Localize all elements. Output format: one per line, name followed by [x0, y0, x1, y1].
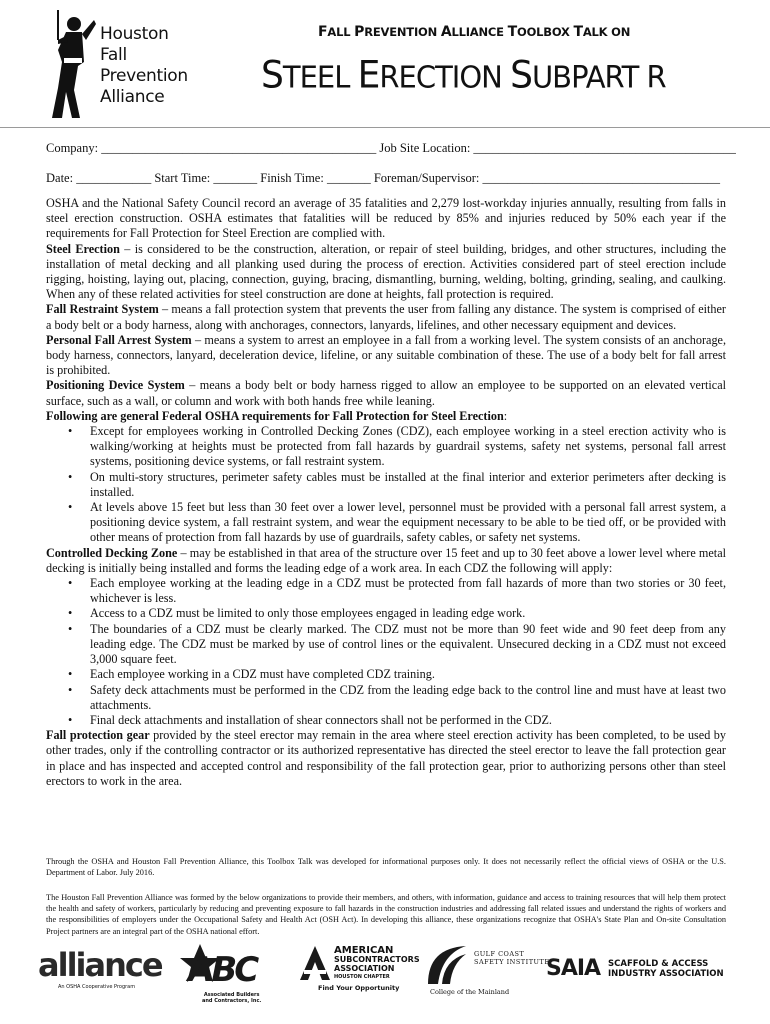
- list-item: • Final deck attachments and installation of shear connectors shall not be performed in the CDZ.: [46, 713, 726, 728]
- federal-requirements-heading: Following are general Federal OSHA requirements for Fall Protection for Steel Erection:: [46, 408, 508, 423]
- asa-emblem-icon: [298, 944, 332, 982]
- page-title: STEEL ERECTION SUBPART R: [261, 54, 666, 98]
- definition-text: – may be established in that area of the structure over 15 feet and up to 30 feet above a lower level where metal decking is initially being installed and forms the leading edge of a work area. In each CDZ the following will apply:: [46, 545, 726, 575]
- list-item: • Safety deck attachments must be performed in the CDZ from the leading edge back to the control line and must have at least two attachments.: [46, 683, 726, 713]
- gulf-coast-safety-logo: GULF COAST SAFETY INSTITUTE College of the Mainland: [424, 944, 524, 1000]
- definition-steel-erection: [46, 242, 726, 303]
- definition-cdz: [46, 546, 726, 576]
- list-item: • Except for employees working in Controlled Decking Zones (CDZ), each employee working in a steel erection activity who is walking/working at heights must be protected from fall hazards by guardrail systems, safety net systems, personal fall arrest systems, positioning device systems, or fall restraint system.: [46, 424, 726, 470]
- definition-term: Controlled Decking Zone: [46, 545, 178, 560]
- definition-text: provided by the steel erector may remain in the area where steel erection activity has been completed, to be used by other trades, only if the controlling contractor or its authorized representative has directed the steel erector to leave the fall protection gear in place and has inspected and accepted control and responsibility of the fall protection gear, prior to authorizing persons other than steel erectors to work in the area.: [46, 728, 726, 788]
- page-subtitle: FALL PREVENTION ALLIANCE TOOLBOX TALK ON: [318, 24, 631, 40]
- definition-term: Fall Restraint System: [46, 302, 159, 317]
- hfpa-logo-text: [100, 24, 188, 108]
- hfpa-logo: [44, 10, 194, 122]
- company-jobsite-fields[interactable]: Company: ____________________________________________ Job Site Location: __________________________________________: [46, 141, 736, 155]
- list-item: • The boundaries of a CDZ must be clearly marked. The CDZ must not be more than 90 feet wide and 90 feet deep from any leading edge. The CDZ must be marked by use of control lines or the equivalent. Unsecured decking in a CDZ must not exceed 3,000 square feet.: [46, 622, 726, 668]
- gcsi-emblem-icon: [424, 944, 470, 986]
- definition-term: Steel Erection: [46, 241, 120, 256]
- definition-term: Positioning Device System: [46, 378, 185, 393]
- header-divider: [0, 127, 770, 128]
- definition-text: – means a fall protection system that prevents the user from falling any distance. The system is comprised of either a body belt or a body harness, along with anchorages, connectors, lanyards, lifelines, and other necessary equipment and devices.: [46, 302, 726, 332]
- abc-logo: ABC Associated Builders and Contractors, Inc.: [180, 940, 272, 1018]
- hfpa-logo-line: Fall: [100, 45, 127, 65]
- definition-text: – is considered to be the construction, alteration, or repair of steel building, bridges, and other structures, including the installation of metal decking and all planking used during the process of erection. Activities considered part of steel erection include rigging, hoisting, laying out, placing, connection, guying, bracing, dismantling, burning, welding, bolting, grinding, sealing, and caulking. When any of these related activities for steel construction are done at heights, fall protection is required.: [46, 241, 727, 302]
- hfpa-logo-line: Houston: [100, 24, 169, 44]
- alliance-note: The Houston Fall Prevention Alliance was formed by the below organizations to provide their members, and others, with information, guidance and access to training resources that will help them protect the health and safety of workers, particularly by reducing and preventing exposure to fall hazards in the construction industries and addressing fall related issues and understand the rights of workers and the responsibilities of employers under the Occupational Safety and Health Act (OSH Act). In developing this alliance, these organizations recognize that OSHA's State Plan and On-site Consultation Project partners are an integral part of the OSHA national effort.: [46, 893, 726, 936]
- definition-term: Fall protection gear: [46, 728, 150, 743]
- definition-text: – means a body belt or body harness rigged to allow an employee to be supported on an elevated vertical surface, such as a wall, or column and work with both hands free while leaning.: [46, 378, 726, 408]
- disclaimer-note: Through the OSHA and Houston Fall Prevention Alliance, this Toolbox Talk was developed for informational purposes only. It does not necessarily reflect the official views of OSHA or the U.S. Department of Labor. July 2016.: [46, 857, 726, 878]
- list-item: • On multi-story structures, perimeter safety cables must be installed at the final interior and exterior perimeters after decking is installed.: [46, 470, 726, 500]
- definition-text: – means a system to arrest an employee in a fall from a working level. The system consists of an anchorage, body harness, connectors, lanyard, deceleration device, lifeline, or any suitable combination of these. The use of a body belt for fall arrest is prohibited.: [46, 332, 727, 378]
- definition-personal-fall-arrest: [46, 333, 726, 379]
- list-item: • Each employee working in a CDZ must have completed CDZ training.: [46, 667, 726, 682]
- osha-alliance-logo: alliance An OSHA Cooperative Program: [38, 946, 162, 990]
- hfpa-logo-line: Prevention: [100, 66, 188, 86]
- saia-logo: SAIA SCAFFOLD & ACCESS INDUSTRY ASSOCIATION: [546, 956, 724, 981]
- definition-fall-protection-gear: [46, 728, 726, 789]
- climber-figure-icon: [44, 10, 96, 122]
- federal-requirements-list: [46, 424, 726, 546]
- talk-body: [46, 196, 726, 789]
- list-item: • At levels above 15 feet but less than 30 feet over a lower level, personnel must be provided with a personal fall arrest system, a positioning device system, a fall restraint system, and wear the equipment necessary to be able to be tied off, or be provided with other means of protection from fall hazards by use of guardrails, safety cables, or safety net systems.: [46, 500, 726, 546]
- cdz-rules-list: [46, 576, 726, 728]
- hfpa-logo-line: Alliance: [100, 87, 165, 107]
- asa-logo: AMERICAN SUBCONTRACTORS ASSOCIATION HOUSTON CHAPTER Find Your Opportunity: [298, 944, 408, 1002]
- definition-fall-restraint: [46, 302, 726, 332]
- list-item: • Access to a CDZ must be limited to only those employees engaged in leading edge work.: [46, 606, 726, 621]
- date-time-supervisor-fields[interactable]: Date: ____________ Start Time: _______ Finish Time: _______ Foreman/Supervisor: ______________________________________: [46, 171, 720, 185]
- intro-paragraph: OSHA and the National Safety Council record an average of 35 fatalities and 2,279 lost-workday injuries annually, resulting from falls in steel erection construction. OSHA estimates that fatalities will be reduced by 85% and injuries reduced by 50% each year if the requirements for Fall Protection for Steel Erection are complied with.: [46, 196, 726, 241]
- list-item: • Each employee working at the leading edge in a CDZ must be protected from fall hazards of more than two stories or 30 feet, whichever is less.: [46, 576, 726, 606]
- definition-term: Personal Fall Arrest System: [46, 332, 192, 347]
- definition-positioning-device: [46, 378, 726, 408]
